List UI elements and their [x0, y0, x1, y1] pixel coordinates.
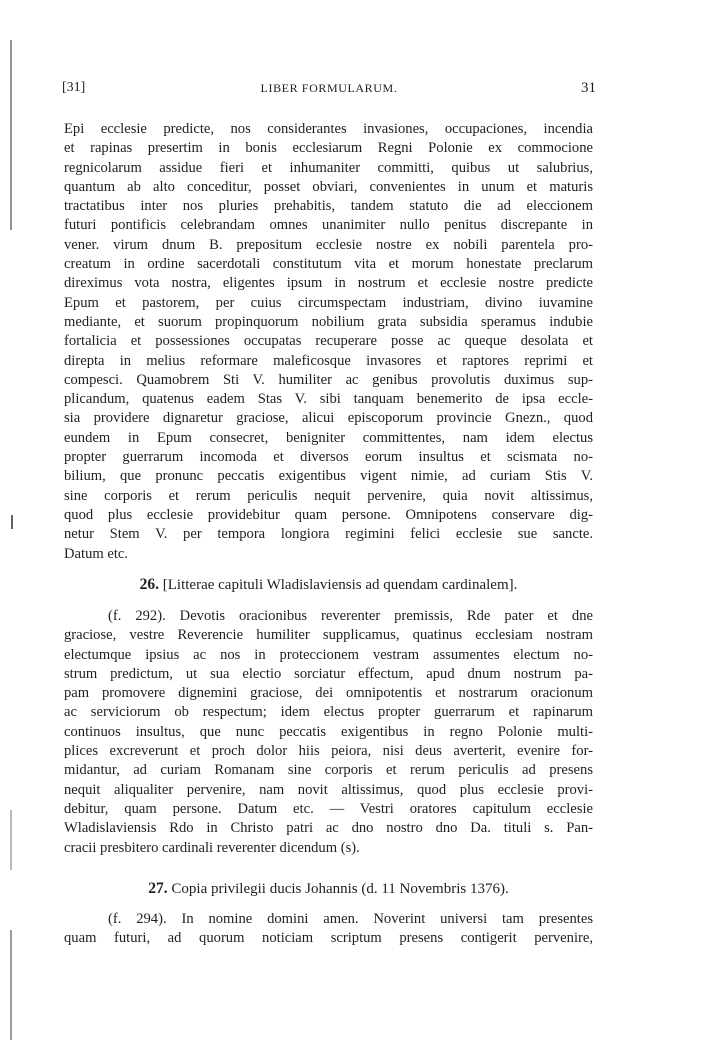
text-line: plices excreverunt et proch dolor hiis peiora, nisi deus averterit, evenire for- [64, 743, 593, 760]
text-line: strum predictum, ut sua electio sorciatur effectum, apud dnum nostrum pa- [64, 665, 593, 682]
text-line: bilium, que pronunc peccatis exigentibus vigent nimie, ad curiam Stis V. [64, 468, 593, 485]
text-line: quod plus ecclesie providebitur quam persone. Omnipotens conservare dig- [64, 506, 593, 523]
text-line: quam futuri, ad quorum noticiam scriptum presens contigerit pervenire, [64, 930, 593, 947]
section-heading-26 [64, 576, 593, 594]
text-line: ac serviciorum ob respectum; idem electus propter guerrarum et rapinarum [64, 704, 593, 721]
scan-edge-mark [11, 515, 13, 529]
left-page-number: [31] [62, 80, 86, 95]
text-line: Epi ecclesie predicte, nos considerantes invasiones, occupaciones, incendia [64, 121, 593, 137]
text-line: et rapinas presertim in bonis ecclesiarum Regni Polonie ex commocione [64, 140, 593, 157]
section-number: 27. [148, 880, 168, 897]
scan-edge-mark [10, 810, 12, 870]
scan-edge-mark [10, 930, 12, 1040]
running-title: LIBER FORMULARUM. [260, 81, 398, 95]
section-number: 26. [139, 576, 160, 593]
text-line: direximus vota nostra, eligentes ipsum in nostrum et ecclesie nostre predicte [64, 275, 593, 292]
text-line: vener. virum dnum B. prepositum ecclesie nostre ex nobili parentela pro- [64, 236, 593, 253]
paragraph-continuation [64, 120, 593, 564]
paragraph-letter-26 [64, 607, 593, 858]
scan-edge-mark [10, 40, 12, 230]
text-line: (f. 292). Devotis oracionibus reverenter premissis, Rde pater et dne [108, 608, 593, 624]
section-title: Copia privilegii ducis Johannis (d. 11 Novembris 1376). [171, 881, 509, 897]
text-line: compesci. Quamobrem Sti V. humiliter ac genibus provolutis duximus sup- [64, 371, 593, 388]
text-line: propter guerrarum incomoda et diversos eorum insultus et scismata no- [64, 449, 593, 466]
text-line: fortalicia et possessiones occupatas recuperare posse ac queque desolata et [64, 333, 593, 350]
text-line: (f. 294). In nomine domini amen. Noverint universi tam presentes [108, 911, 593, 927]
text-line: regnicolarum assidue fieri et inhumaniter committi, quibus ut salubrius, [64, 159, 593, 176]
right-page-number: 31 [581, 80, 596, 96]
text-line: tractatibus inter nos pluries prehabitis, tandem statuto die ad eleccionem [64, 198, 593, 215]
text-line: Wladislaviensis Rdo in Christo patri ac dno nostro dno Da. tituli s. Pan- [64, 820, 593, 837]
text-line: netur Stem V. per tempora longiora regimini felici ecclesie sue sancte. [64, 526, 593, 543]
running-header [62, 80, 596, 102]
text-line: continuos insultus, que nunc peccatis exigentibus in regno Polonie multi- [64, 723, 593, 740]
text-line: quantum ab alto conceditur, posset obviari, convenientes in unum et maturis [64, 178, 593, 195]
paragraph-document-27 [64, 910, 593, 949]
text-line: creatum in ordine sacerdotali constitutum vita et morum honestate preclarum [64, 256, 593, 273]
text-line: graciose, vestre Reverencie humiliter supplicamus, quatinus ecclesiam nostram [64, 627, 593, 644]
text-line: mediante, et suorum propinquorum nobilium grata subsidia speramus indubie [64, 313, 593, 330]
text-line: Datum etc. [64, 545, 129, 562]
text-line: cracii presbitero cardinali reverenter dicendum (s). [64, 839, 360, 856]
text-line: eundem in Epum consecret, benigniter committentes, nam idem electus [64, 429, 593, 446]
text-line: Epum et pastorem, per cuius circumspectam industriam, divino iuvamine [64, 294, 593, 311]
text-line: futuri pontificis celebrandam omnes unanimiter nullo penitus discrepante in [64, 217, 593, 234]
text-line: direpta in melius reformare maleficosque invasores et raptores reprimi et [64, 352, 593, 369]
text-line: midantur, ad curiam Romanam sine corporis et rerum periculis ad presens [64, 762, 593, 779]
text-line: electumque ipsius ac nos in proteccionem vestram assumentes electum no- [64, 646, 593, 663]
text-line: sine corporis et rerum periculis nequit pervenire, quia novit altissimus, [64, 487, 593, 504]
text-line: debitur, quam persone. Datum etc. — Vestri oratores capitulum ecclesie [64, 800, 593, 817]
text-line: pam promovere dignemini graciose, dei omnipotentis et nostrarum oracionum [64, 685, 593, 702]
section-heading-27 [64, 880, 593, 898]
section-title: [Litterae capituli Wladislaviensis ad quendam cardinalem]. [162, 577, 518, 593]
text-line: plicandum, quatenus eadem Stas V. sibi tanquam benemerito de ipsa eccle- [64, 391, 593, 408]
text-line: sia providere dignaretur graciose, alicui episcoporum provincie Gnezn., quod [64, 410, 593, 427]
text-line: nequit aliqualiter pervenire, nam novit altissimus, quod plus ecclesie provi- [64, 781, 593, 798]
